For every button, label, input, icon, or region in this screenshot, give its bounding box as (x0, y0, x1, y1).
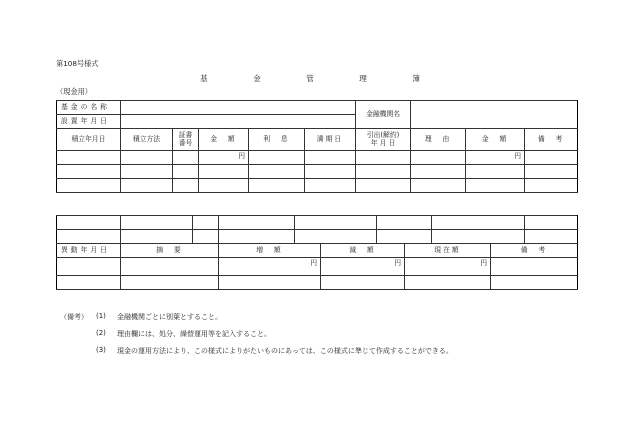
cell[interactable] (305, 165, 356, 179)
cell[interactable] (356, 179, 411, 193)
notes-label: （備考） (60, 313, 88, 321)
cell[interactable] (57, 230, 121, 244)
cell[interactable] (356, 165, 411, 179)
cell[interactable] (305, 151, 356, 165)
cell[interactable] (219, 276, 321, 290)
cell[interactable] (57, 276, 121, 290)
note-text: 理由欄には、処分、繰替運用等を記入すること。 (117, 330, 271, 338)
cell[interactable] (491, 258, 578, 276)
cell[interactable] (57, 258, 121, 276)
cell[interactable] (193, 230, 219, 244)
fund-ledger-table-top (56, 100, 578, 193)
col-withdrawal-line2: 年 月 日 (370, 138, 396, 147)
col-amount: 金 額 (199, 129, 249, 151)
cell[interactable] (173, 179, 199, 193)
established-date-field[interactable] (121, 115, 356, 129)
cell[interactable] (377, 216, 432, 230)
col-remarks-bottom: 備 考 (491, 244, 578, 258)
cell[interactable] (121, 165, 173, 179)
col-deposit-date: 積立年月日 (57, 129, 121, 151)
cell[interactable] (491, 276, 578, 290)
col-reason: 理 由 (411, 129, 466, 151)
yen-unit: 円 (321, 258, 405, 276)
cell[interactable] (466, 165, 525, 179)
institution-label: 金融機関名 (356, 101, 411, 129)
cell[interactable] (199, 179, 249, 193)
cell[interactable] (525, 151, 578, 165)
cell[interactable] (305, 179, 356, 193)
cell[interactable] (57, 179, 121, 193)
title-char: 理 (359, 74, 367, 83)
col-remarks: 備 考 (525, 129, 578, 151)
institution-field[interactable] (411, 101, 578, 129)
table-row (57, 230, 578, 244)
cell[interactable] (466, 179, 525, 193)
col-certificate-no-line1: 証書 (178, 130, 193, 139)
form-number: 第108号様式 (56, 59, 99, 68)
cell[interactable] (249, 151, 305, 165)
col-balance: 現在額 (405, 244, 491, 258)
cell[interactable] (121, 230, 193, 244)
cell[interactable] (411, 165, 466, 179)
col-deposit-method: 積立方法 (121, 129, 173, 151)
cell[interactable] (525, 179, 578, 193)
table-row (57, 179, 578, 193)
cell[interactable] (525, 165, 578, 179)
col-decrease: 減 額 (321, 244, 405, 258)
note-number: (3) (96, 346, 106, 354)
yen-unit: 円 (219, 258, 321, 276)
table-row (57, 276, 578, 290)
yen-unit: 円 (466, 151, 525, 165)
note-number: (1) (96, 312, 106, 320)
cell[interactable] (321, 276, 405, 290)
cell[interactable] (249, 165, 305, 179)
title-char: 管 (306, 74, 314, 83)
cell[interactable] (432, 216, 525, 230)
cell[interactable] (121, 151, 173, 165)
cell[interactable] (57, 216, 121, 230)
cell[interactable] (525, 216, 578, 230)
col-change-date: 異動年月日 (57, 244, 121, 258)
note-text: 金融機関ごとに別葉とすること。 (117, 313, 222, 321)
col-interest: 利 息 (249, 129, 305, 151)
table-row (57, 165, 578, 179)
cell[interactable] (121, 179, 173, 193)
cell[interactable] (432, 230, 525, 244)
col-certificate-no-line2: 番号 (178, 138, 193, 147)
cell[interactable] (199, 165, 249, 179)
established-date-label: 設置年月日 (57, 115, 121, 129)
cell[interactable] (121, 276, 219, 290)
cell[interactable] (525, 230, 578, 244)
cell[interactable] (356, 151, 411, 165)
cell[interactable] (219, 230, 295, 244)
title-char: 簿 (412, 74, 420, 83)
cell[interactable] (121, 258, 219, 276)
cell[interactable] (377, 230, 432, 244)
title-char: 金 (253, 74, 261, 83)
cell[interactable] (295, 230, 377, 244)
col-amount-2: 金 額 (466, 129, 525, 151)
form-subtitle: （現金用） (56, 87, 92, 96)
cell[interactable] (405, 276, 491, 290)
cell[interactable] (57, 151, 121, 165)
fund-ledger-table-bottom (56, 215, 578, 290)
note-text: 現金の運用方法により、この様式によりがたいものにあっては、この様式に準じて作成することができる。 (117, 347, 453, 355)
col-withdrawal-line1: 引出(解約) (366, 130, 400, 139)
cell[interactable] (121, 216, 193, 230)
col-increase: 増 額 (219, 244, 321, 258)
title-char: 基 (200, 74, 208, 83)
cell[interactable] (173, 151, 199, 165)
cell[interactable] (219, 216, 295, 230)
cell[interactable] (295, 216, 377, 230)
cell[interactable] (173, 165, 199, 179)
yen-unit: 円 (199, 151, 249, 165)
col-description: 摘 要 (121, 244, 219, 258)
cell[interactable] (411, 179, 466, 193)
table-row (57, 216, 578, 230)
note-number: (2) (96, 329, 106, 337)
page-title (200, 73, 420, 84)
col-maturity-date: 満期日 (305, 129, 356, 151)
cell[interactable] (57, 165, 121, 179)
col-certificate-no (173, 129, 199, 151)
fund-name-label: 基金の名称 (57, 101, 121, 115)
yen-unit: 円 (405, 258, 491, 276)
col-withdrawal-date (356, 129, 411, 151)
cell[interactable] (193, 216, 219, 230)
fund-name-field[interactable] (121, 101, 356, 115)
cell[interactable] (411, 151, 466, 165)
cell[interactable] (249, 179, 305, 193)
